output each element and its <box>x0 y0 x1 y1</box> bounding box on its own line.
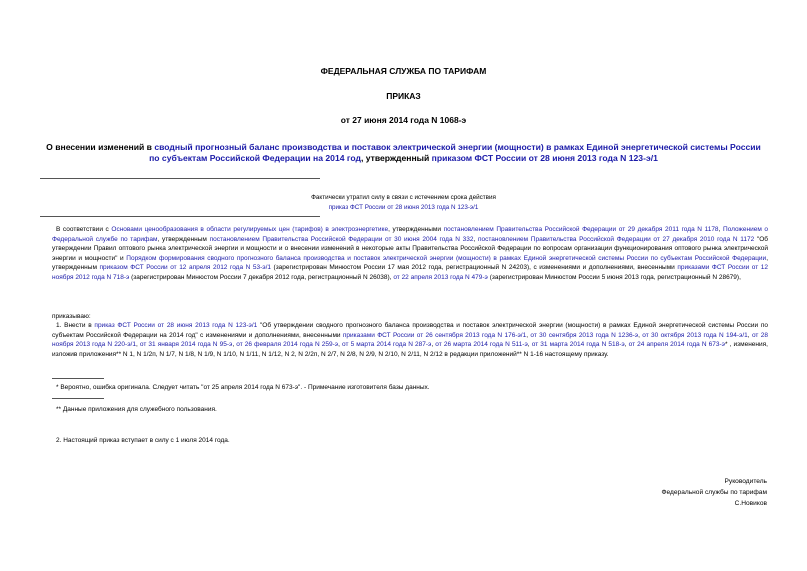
status-link[interactable]: приказ ФСТ России от 28 июня 2013 года N 123-э/1 <box>328 204 479 211</box>
text: , <box>718 226 723 233</box>
footnote-1: * Вероятно, ошибка оригинала. Следует читать "от 25 апреля 2014 года N 673-э". - Примечание изготовителя базы данных. <box>56 384 430 391</box>
item-2-paragraph: 2. Настоящий приказ вступает в силу с 1 июля 2014 года. <box>56 437 230 444</box>
document-date-number: от 27 июня 2014 года N 1068-э <box>340 115 467 125</box>
text: , утвержденным <box>157 235 210 243</box>
order-word: приказываю: <box>52 313 91 320</box>
divider <box>40 216 320 217</box>
link-pricing-basics[interactable]: Основами ценообразования в области регулируемых цен (тарифов) в электроэнергетике <box>111 226 389 233</box>
link-order-194[interactable]: от 30 октября 2013 года N 194-э/1 <box>642 331 748 339</box>
signature-agency: Федеральной службы по тарифам <box>661 489 767 496</box>
text: (зарегистрирован Минюстом России 5 июня 2013 года, регистрационный N 28679), <box>487 273 741 281</box>
title-link-balance[interactable]: сводный прогнозный баланс производства и поставок электрической энергии (мощности) в рамках Единой энергетической системы России по субъектам Российской Федерации на 2014 год <box>149 142 761 163</box>
link-order-123[interactable]: приказ ФСТ России от 28 июня 2013 года N 123-э/1 <box>94 322 258 329</box>
status-text: Фактически утратил силу в связи с истечением срока действия <box>311 194 496 201</box>
divider <box>40 178 320 179</box>
text: , <box>747 331 752 339</box>
title-link-order[interactable]: приказом ФСТ России от 28 июня 2013 года N 123-э/1 <box>431 153 658 163</box>
link-order-53[interactable]: приказом ФСТ России от 12 апреля 2012 года N 53-э/1 <box>99 264 271 272</box>
text: "Об утверждении сводного прогнозного баланса производства и поставок электрической энергии (мощности) в рамках Единой энергетической системы России по субъектам Российской Федерации на 2014 год" с изменениями и дополнениями, внесенными <box>52 322 768 339</box>
link-order-673[interactable]: от 24 апреля 2014 года N 673-э <box>628 341 725 349</box>
text: (зарегистрирован Минюстом России 7 декабря 2012 года, регистрационный N 26038), <box>129 273 394 281</box>
text: , <box>135 341 140 349</box>
text: "Об утверждении Правил оптового рынка электрической энергии и мощности и о внесении изменений в некоторые акты Правительства Российской Федерации по вопросам организации функционирования оптового рынка электрической энергии и мощности" и <box>52 235 768 262</box>
document-type: ПРИКАЗ <box>386 91 421 101</box>
text: , утвержденным <box>52 254 768 272</box>
signature-name: С.Новиков <box>734 500 767 507</box>
footnote-2: ** Данные приложения для служебного пользования. <box>56 406 217 413</box>
link-order-95[interactable]: от 31 января 2014 года N 95-э <box>139 341 233 349</box>
link-resolution-1178[interactable]: постановлением Правительства Российской Федерации от 29 декабря 2011 года N 1178 <box>443 226 719 233</box>
title-text: О внесении изменений в <box>46 142 155 152</box>
text: , <box>232 341 237 349</box>
document-title <box>40 142 767 164</box>
link-order-259[interactable]: от 26 февраля 2014 года N 259-э <box>236 341 339 349</box>
text: , <box>338 341 343 349</box>
text: , <box>624 341 629 349</box>
link-order-511[interactable]: от 26 марта 2014 года N 511-э <box>435 341 528 349</box>
signature-position: Руководитель <box>724 478 767 485</box>
text: , <box>638 331 643 339</box>
link-order-1236[interactable]: от 30 сентября 2013 года N 1236-э <box>530 331 639 339</box>
text: , <box>431 341 436 349</box>
link-resolution-332[interactable]: постановлением Правительства Российской Федерации от 30 июня 2004 года N 332 <box>209 235 474 243</box>
title-text: , утвержденный <box>360 153 432 163</box>
item-1-paragraph <box>52 321 768 359</box>
text: В соответствии с <box>56 226 112 233</box>
footnote-divider <box>52 378 104 379</box>
text: , <box>473 235 478 243</box>
preamble-paragraph <box>52 225 768 283</box>
agency-name: ФЕДЕРАЛЬНАЯ СЛУЖБА ПО ТАРИФАМ <box>320 66 487 76</box>
link-order-518[interactable]: от 31 марта 2014 года N 518-э <box>531 341 625 349</box>
link-resolution-1172[interactable]: постановлением Правительства Российской Федерации от 27 декабря 2010 года N 1172 <box>478 235 755 243</box>
link-order-287[interactable]: от 5 марта 2014 года N 287-э <box>342 341 432 349</box>
text: * , изменения, изложив приложения** N 1, N 1/2п, N 1/7, N 1/8, N 1/9, N 1/10, N 1/11, N 1/12, N 2, N 2/2п, N 2/7, N 2/8, N 2/9, N 2/10, N 2/11, N 2/12 в редакции приложений** N 1-16 настоящему приказу. <box>52 341 768 358</box>
text: , утвержденными <box>388 226 444 233</box>
link-order-479[interactable]: от 22 апреля 2013 года N 479-э <box>393 273 488 281</box>
footnote-divider <box>52 398 104 399</box>
text: , <box>526 331 531 339</box>
link-fst-regulation[interactable]: Положением о Федеральной службе по тарифам <box>52 226 769 243</box>
text: 1. Внести в <box>56 322 95 329</box>
link-procedure[interactable]: Порядком формирования сводного прогнозного баланса производства и поставок электрической энергии (мощности) в рамках Единой энергетической системы России по субъектам Российской Федерации <box>126 254 767 262</box>
text: , <box>527 341 532 349</box>
link-order-220[interactable]: от 28 ноября 2013 года N 220-э/1 <box>52 331 768 349</box>
text: (зарегистрирован Минюстом России 17 мая 2012 года, регистрационный N 24203), с изменениями и дополнениями, внесенными <box>271 264 678 272</box>
link-order-176[interactable]: приказами ФСТ России от 26 сентября 2013 года N 176-э/1 <box>342 331 527 339</box>
link-order-718[interactable]: приказами ФСТ России от 12 ноября 2012 года N 718-э <box>52 264 769 281</box>
